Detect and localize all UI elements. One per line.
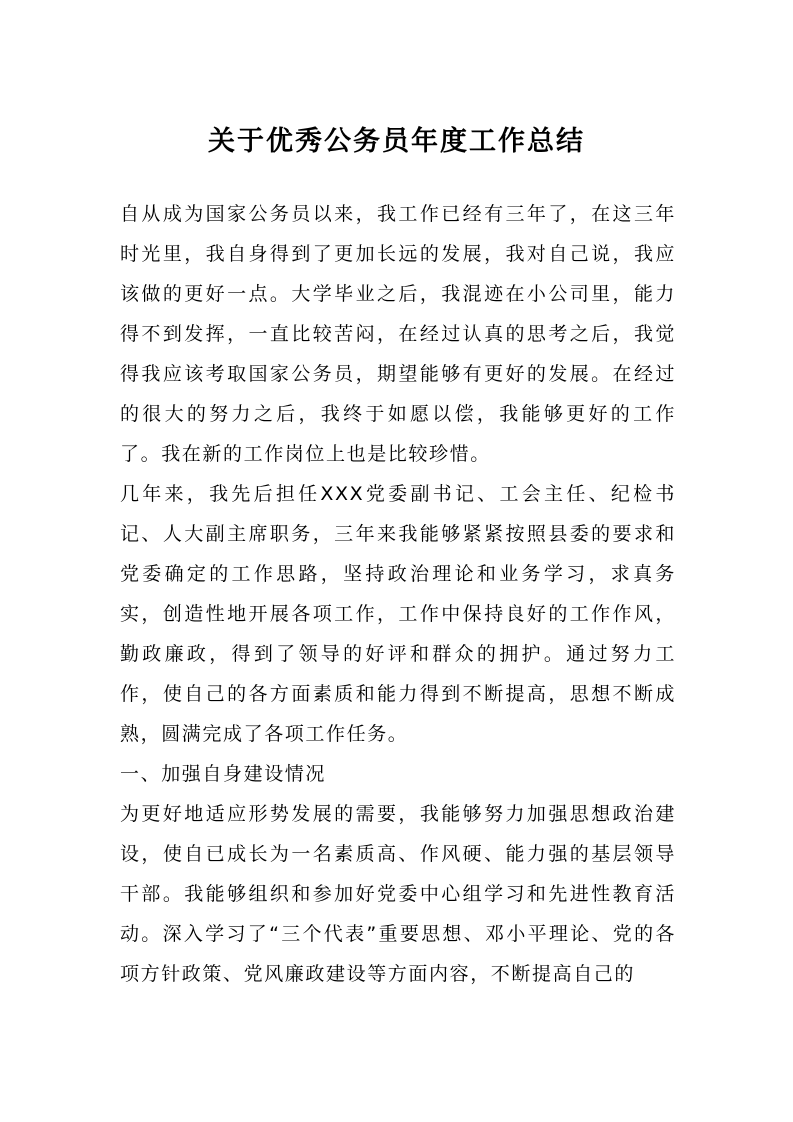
paragraph-intro: 自从成为国家公务员以来，我工作已经有三年了，在这三年时光里，我自身得到了更加长远的发展，我对自己说，我应该做的更好一点。大学毕业之后，我混迹在小公司里，能力得不到发挥，一直比较苦闷，在经过认真的思考之后，我觉得我应该考取国家公务员，期望能够有更好的发展。在经过的很大的努力之后，我终于如愿以偿，我能够更好的工作了。我在新的工作岗位上也是比较珍惜。 xyxy=(120,203,676,465)
section-heading: 一、加强自身建设情况 xyxy=(120,763,327,785)
document-title: 关于优秀公务员年度工作总结 xyxy=(208,126,585,157)
paragraph-positions: 几年来，我先后担任XXX党委副书记、工会主任、纪检书记、人大副主席职务，三年来我能够紧紧按照县委的要求和党委确定的工作思路，坚持政治理论和业务学习，求真务实，创造性地开展各项工作，工作中保持良好的工作作风，勤政廉政，得到了领导的好评和群众的拥护。通过努力工作，使自己的各方面素质和能力得到不断提高，思想不断成熟，圆满完成了各项工作任务。 xyxy=(120,483,676,745)
document-body xyxy=(120,194,676,994)
paragraph-self-building: 为更好地适应形势发展的需要，我能够努力加强思想政治建设，使自已成长为一名素质高、作风硬、能力强的基层领导干部。我能够组织和参加好党委中心组学习和先进性教育活动。深入学习了“三个代表”重要思想、邓小平理论、党的各项方针政策、党风廉政建设等方面内容，不断提高自己的 xyxy=(120,803,676,985)
